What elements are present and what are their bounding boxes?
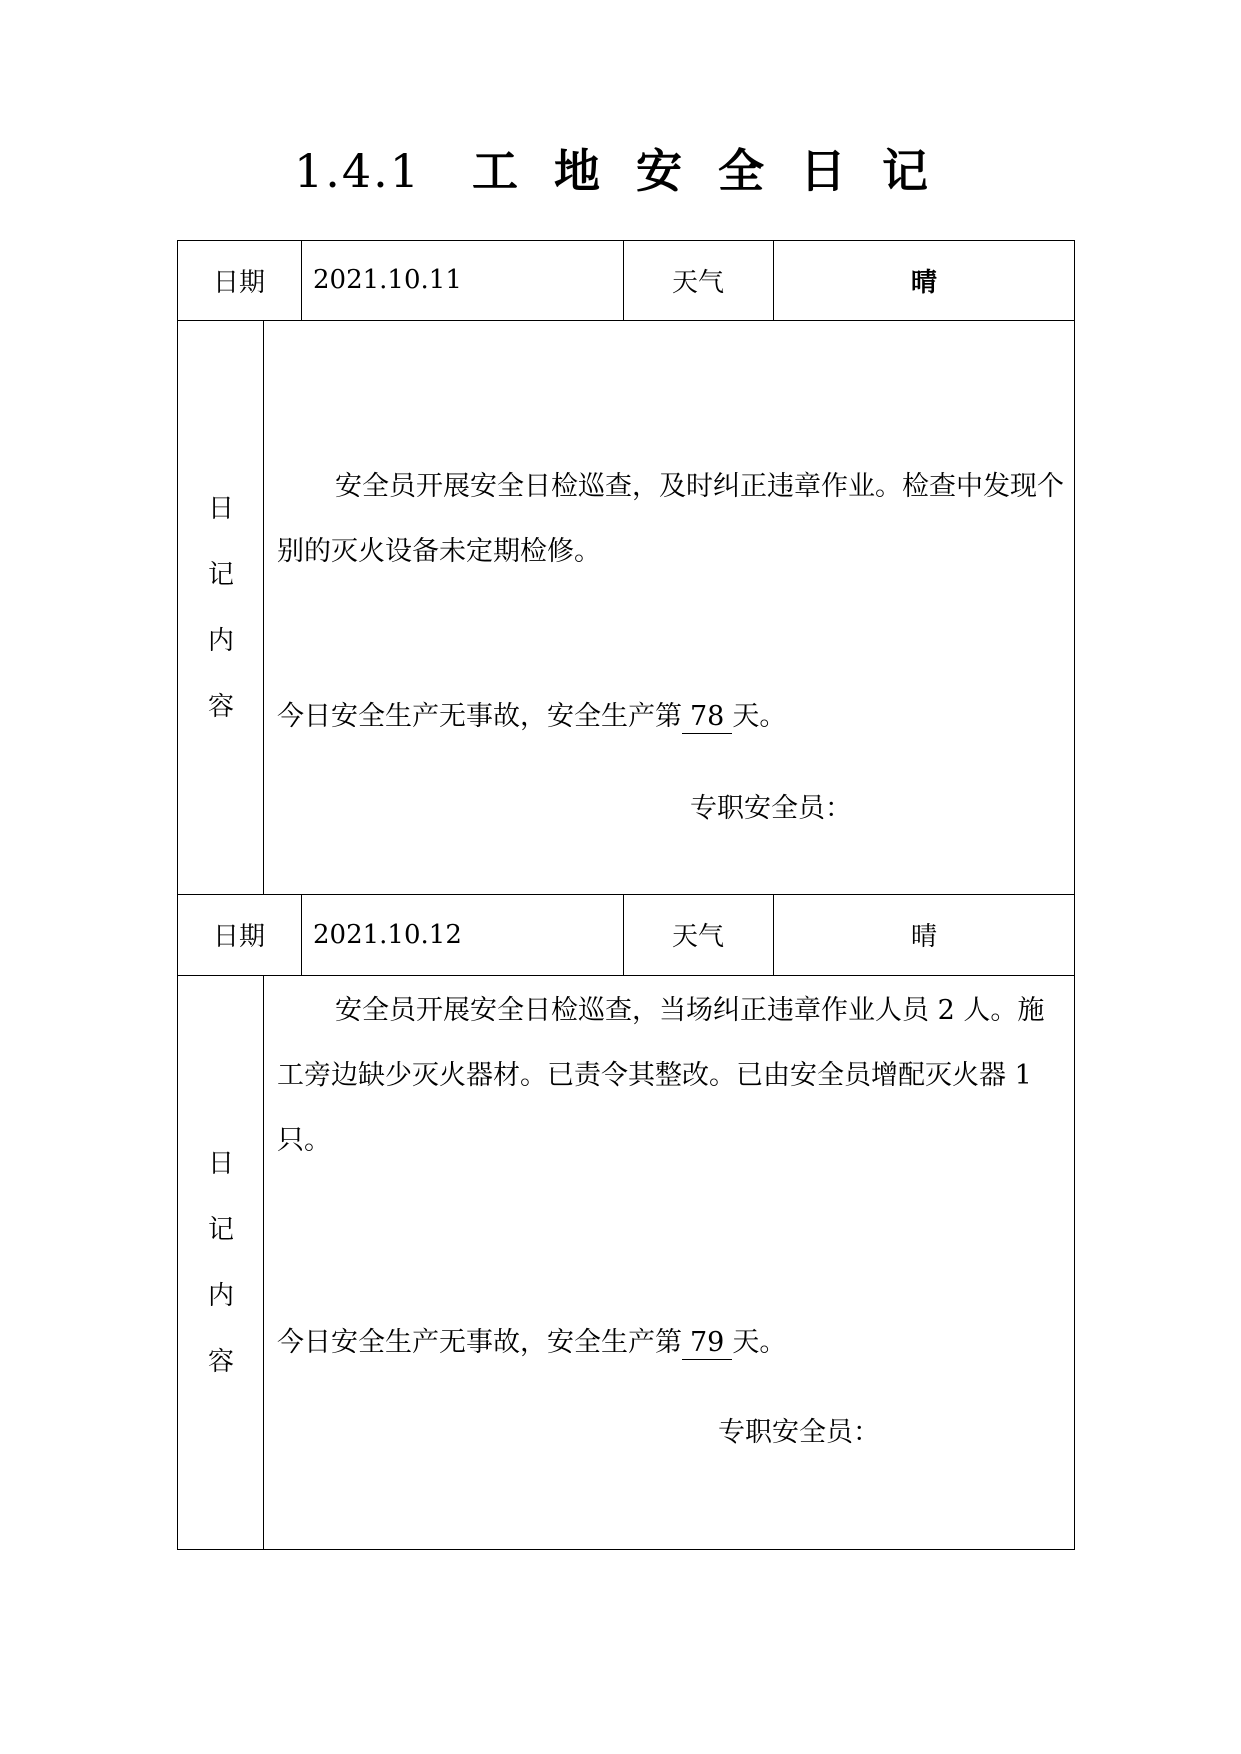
diary-paragraph: 安全员开展安全日检巡查，当场纠正违章作业人员 2 人。施工旁边缺少灭火器材。已责令其整改。已由安全员增配灭火器 1 只。 <box>277 995 1045 1156</box>
section-number: 1.4.1 <box>293 144 422 198</box>
date-value: 2021.10.12 <box>313 919 462 950</box>
title-char: 安 <box>636 144 685 198</box>
diary-content <box>277 978 1067 1173</box>
title-char: 日 <box>800 144 849 198</box>
weather-label: 天气 <box>671 922 724 952</box>
diary-content <box>277 454 1067 584</box>
signature-label: 专职安全员： <box>718 1417 880 1448</box>
summary-suffix: 天。 <box>732 1327 787 1358</box>
signature-label: 专职安全员： <box>690 793 852 824</box>
title-char: 工 <box>472 144 521 198</box>
safe-days-count: 79 <box>682 1327 732 1360</box>
row-divider <box>177 320 1074 321</box>
safe-days-count: 78 <box>682 701 732 734</box>
col-divider <box>263 320 264 894</box>
title-char: 全 <box>718 144 767 198</box>
content-label: 日 记 内 容 <box>207 1149 234 1377</box>
content-label: 日 记 内 容 <box>207 494 234 722</box>
safety-summary <box>277 684 1067 749</box>
date-label: 日期 <box>212 922 265 952</box>
date-value: 2021.10.11 <box>313 265 462 295</box>
summary-suffix: 天。 <box>732 701 787 732</box>
diary-paragraph: 安全员开展安全日检巡查，及时纠正违章作业。检查中发现个别的灭火设备未定期检修。 <box>277 471 1064 567</box>
col-divider <box>301 240 302 320</box>
row-divider <box>177 975 1074 976</box>
summary-prefix: 今日安全生产无事故，安全生产第 <box>277 1327 682 1358</box>
safety-summary <box>277 1310 1067 1375</box>
title-char: 记 <box>882 144 931 198</box>
col-divider <box>263 975 264 1550</box>
summary-prefix: 今日安全生产无事故，安全生产第 <box>277 701 682 732</box>
col-divider <box>301 894 302 975</box>
page-title <box>0 144 1241 198</box>
weather-value: 晴 <box>910 267 937 298</box>
weather-value: 晴 <box>910 922 937 952</box>
title-char: 地 <box>554 144 603 198</box>
weather-label: 天气 <box>671 267 724 298</box>
date-label: 日期 <box>212 267 265 298</box>
